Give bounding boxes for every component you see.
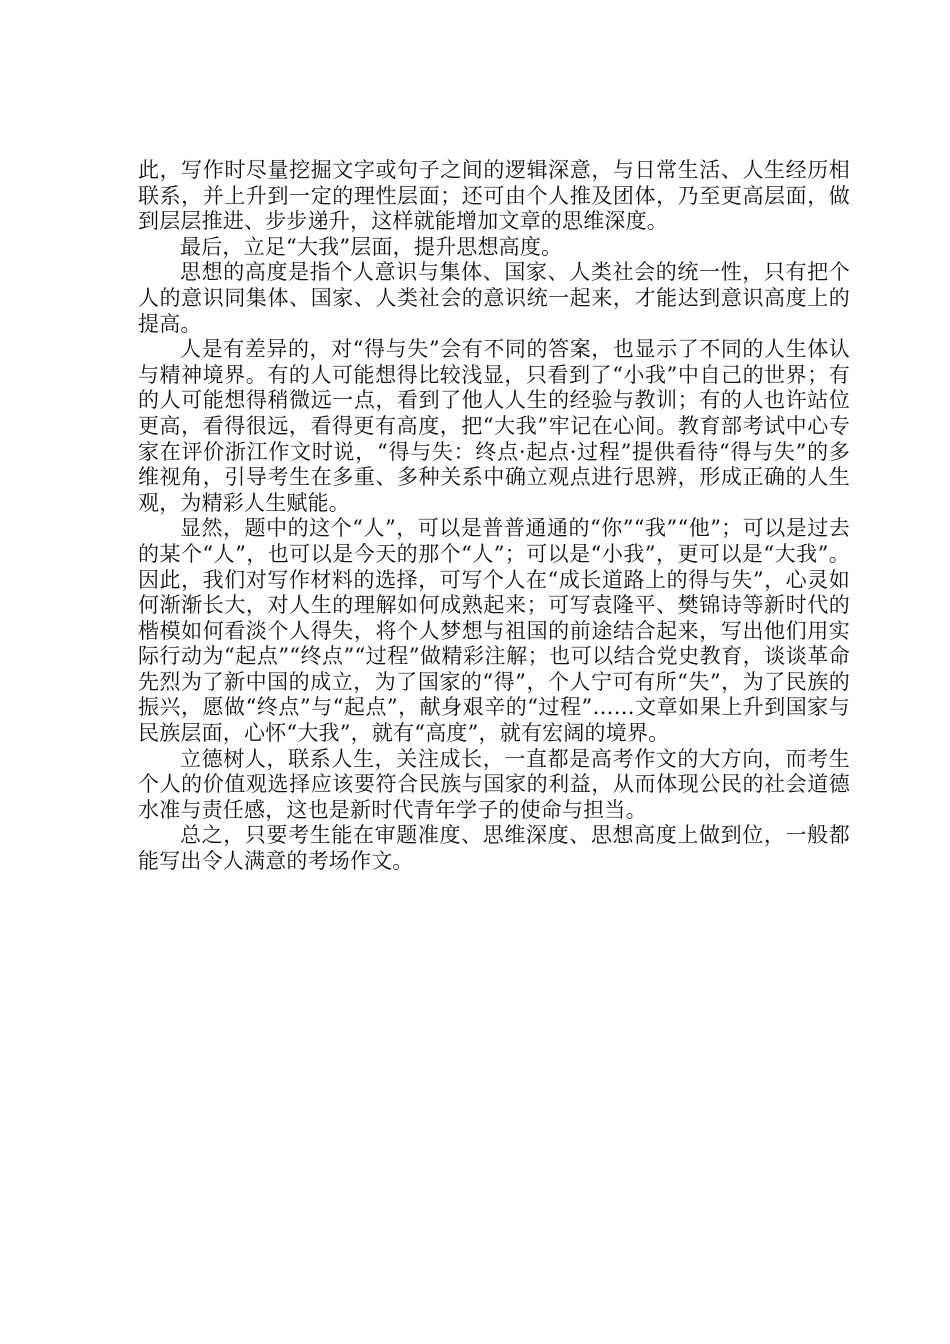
- document-page: [138, 158, 850, 875]
- paragraph-values: 立德树人，联系人生，关注成长，一直都是高考作文的大方向，而考生个人的价值观选择应该要符合民族与国家的利益，从而体现公民的社会道德水准与责任感，这也是新时代青年学子的使命与担当。: [138, 746, 850, 822]
- paragraph-conclusion-heading: 最后，立足“大我”层面，提升思想高度。: [180, 234, 563, 259]
- paragraph-material-selection: 显然，题中的这个“人”，可以是普普通通的“你”“我”“他”；可以是过去的某个“人”，也可以是今天的那个“人”；可以是“小我”，更可以是“大我”。因此，我们对写作材料的选择，可写个人在“成长道路上的得与失”，心灵如何渐渐长大，对人生的理解如何成熟起来；可写袁隆平、樊锦诗等新时代的楷模如何看淡个人得失，将个人梦想与祖国的前途结合起来，写出他们用实际行动为“起点”“终点”“过程”做精彩注解；也可以结合党史教育，谈谈革命先烈为了新中国的成立，为了国家的“得”，个人宁可有所“失”，为了民族的振兴，愿做“终点”与“起点”，献身艰辛的“过程”……文章如果上升到国家与民族层面，心怀“大我”，就有“高度”，就有宏阔的境界。: [138, 516, 850, 746]
- paragraph-thought-height: 思想的高度是指个人意识与集体、国家、人类社会的统一性，只有把个人的意识同集体、国家、人类社会的意识统一起来，才能达到意识高度上的提高。: [138, 260, 850, 336]
- paragraph-summary: 总之，只要考生能在审题准度、思维深度、思想高度上做到位，一般都能写出令人满意的考场作文。: [138, 823, 850, 874]
- paragraph-continuation: 此，写作时尽量挖掘文字或句子之间的逻辑深意，与日常生活、人生经历相联系，并上升到一定的理性层面；还可由个人推及团体，乃至更高层面，做到层层推进、步步递升，这样就能增加文章的思维深度。: [138, 158, 850, 234]
- paragraph-gain-and-loss: 人是有差异的，对“得与失”会有不同的答案，也显示了不同的人生体认与精神境界。有的人可能想得比较浅显，只看到了“小我”中自己的世界；有的人可能想得稍微远一点，看到了他人人生的经验与教训；有的人也许站位更高，看得很远，看得更有高度，把“大我”牢记在心间。教育部考试中心专家在评价浙江作文时说，“得与失：终点·起点·过程”提供看待“得与失”的多维视角，引导考生在多重、多种关系中确立观点进行思辨，形成正确的人生观，为精彩人生赋能。: [138, 337, 850, 515]
